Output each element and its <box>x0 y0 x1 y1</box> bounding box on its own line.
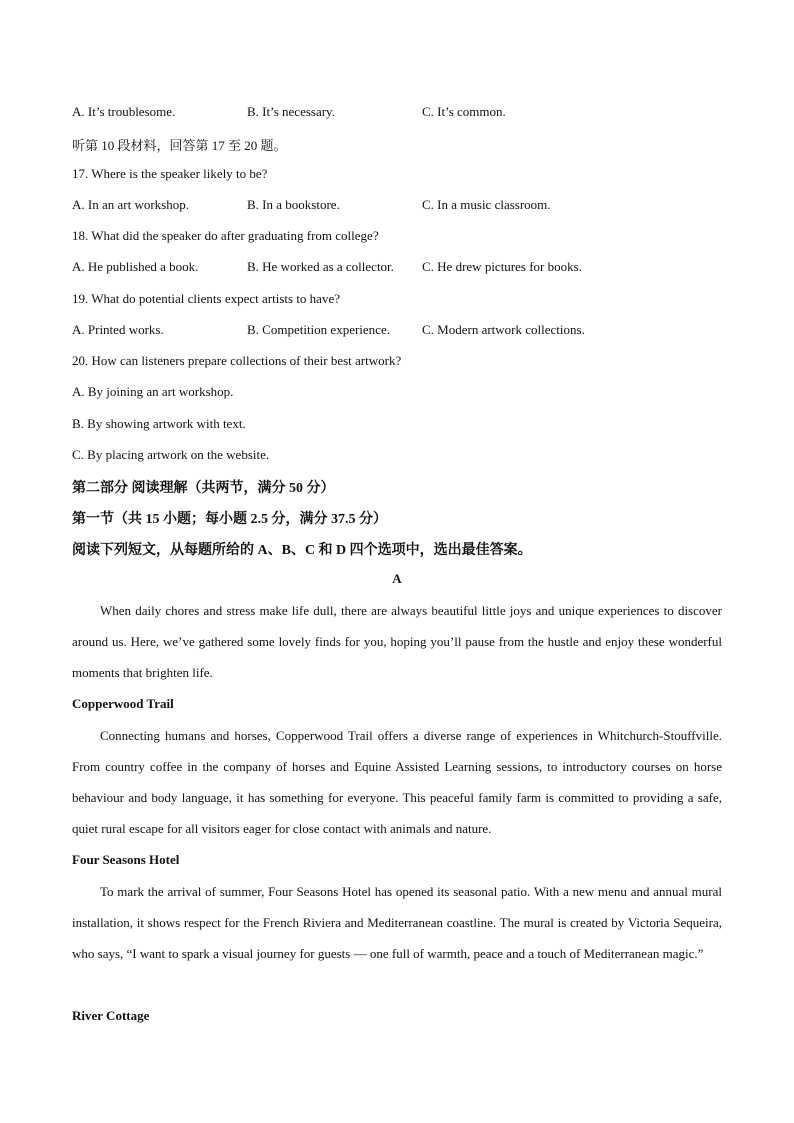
q18-option-a: A. He published a book. <box>72 259 199 274</box>
place3-title: River Cottage <box>72 1008 150 1023</box>
place1-title: Copperwood Trail <box>72 696 174 711</box>
place2-text: To mark the arrival of summer, Four Seasons Hotel has opened its seasonal patio. With a new menu and annual mural installation, it shows respect for the French Riviera and Mediterranean coastline. The mural is created by Victoria Sequeira, who says, “I want to spark a visual journey for guests — one full of warmth, peace and a touch of Mediterranean magic.” <box>72 884 722 961</box>
q17-option-a: A. In an art workshop. <box>72 197 189 212</box>
q19-stem: 19. What do potential clients expect artists to have? <box>72 291 340 306</box>
listening-instruction-10: 听第 10 段材料，回答第 17 至 20 题。 <box>72 138 287 153</box>
q16-option-a: A. It’s troublesome. <box>72 104 176 119</box>
section2-subtitle: 第一节（共 15 小题；每小题 2.5 分，满分 37.5 分） <box>72 512 387 527</box>
q17-option-c: C. In a music classroom. <box>422 197 551 212</box>
q20-option-b: B. By showing artwork with text. <box>72 416 246 431</box>
q18-option-c: C. He drew pictures for books. <box>422 259 582 274</box>
q16-option-b: B. It’s necessary. <box>247 104 335 119</box>
q19-option-b: B. Competition experience. <box>247 322 390 337</box>
q18-stem: 18. What did the speaker do after graduating from college? <box>72 228 379 243</box>
q20-option-c: C. By placing artwork on the website. <box>72 447 270 462</box>
place2-title: Four Seasons Hotel <box>72 852 180 867</box>
q19-option-a: A. Printed works. <box>72 322 164 337</box>
q17-option-b: B. In a bookstore. <box>247 197 340 212</box>
passage-intro-text: When daily chores and stress make life dull, there are always beautiful little joys and unique experiences to discover around us. Here, we’ve gathered some lovely finds for you, hoping you’ll pause from the hustle and enjoy these wonderful moments that brighten life. <box>72 603 722 680</box>
q18-option-b: B. He worked as a collector. <box>247 259 394 274</box>
place2-paragraph <box>72 876 722 969</box>
section2-instruction: 阅读下列短文，从每题所给的 A、B、C 和 D 四个选项中，选出最佳答案。 <box>72 543 532 558</box>
place1-paragraph <box>72 720 722 844</box>
q20-option-a: A. By joining an art workshop. <box>72 384 234 399</box>
q17-stem: 17. Where is the speaker likely to be? <box>72 166 268 181</box>
q16-option-c: C. It’s common. <box>422 104 506 119</box>
passage-label: A <box>392 571 402 586</box>
place1-text: Connecting humans and horses, Copperwood Trail offers a diverse range of experiences in Whitchurch-Stouffville. From country coffee in the company of horses and Equine Assisted Learning sessions, to introductory courses on horse behaviour and body language, it has something for everyone. This peaceful family farm is committed to providing a safe, quiet rural escape for all visitors eager for close contact with animals and nature. <box>72 728 722 836</box>
section2-title: 第二部分 阅读理解（共两节，满分 50 分） <box>72 481 335 496</box>
q20-stem: 20. How can listeners prepare collections of their best artwork? <box>72 353 402 368</box>
q19-option-c: C. Modern artwork collections. <box>422 322 585 337</box>
passage-intro <box>72 595 722 688</box>
